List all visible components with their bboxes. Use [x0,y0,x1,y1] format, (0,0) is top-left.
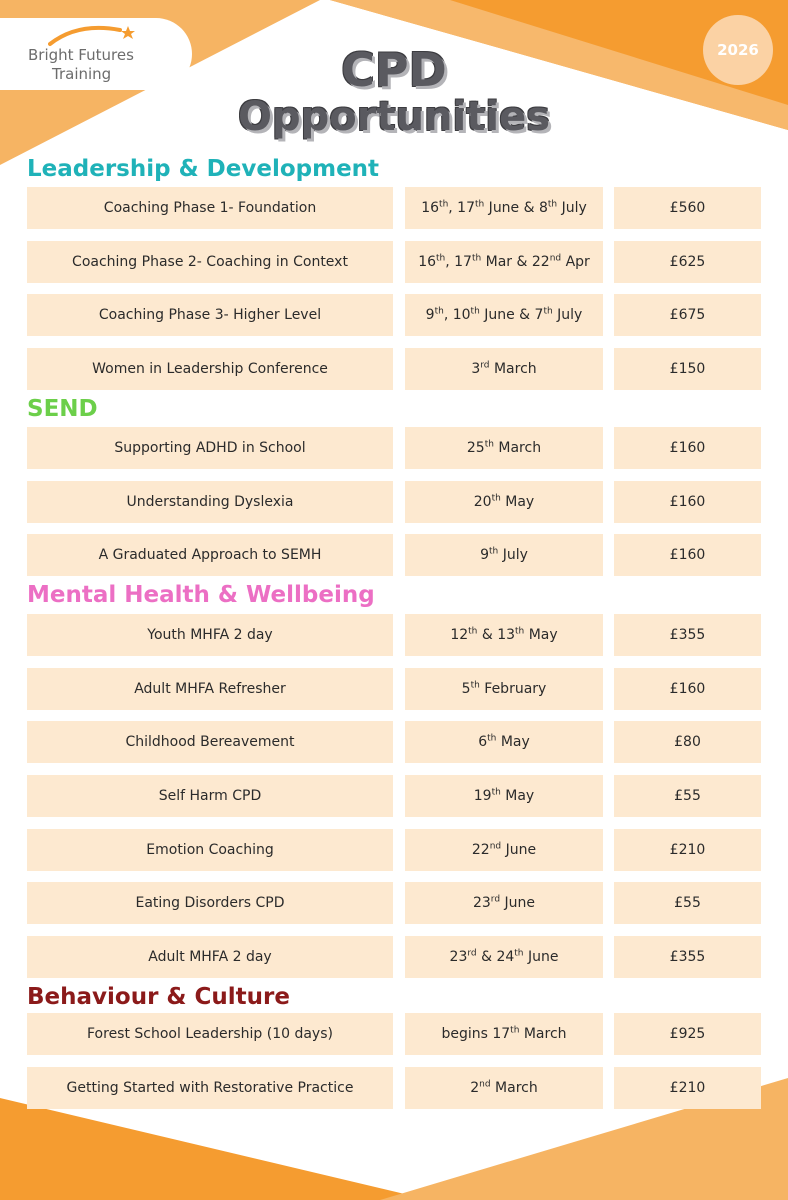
date-text: 12th & 13th May [450,626,558,643]
ordinal-suffix: th [515,626,525,637]
section-title-send: SEND [27,396,98,422]
ordinal-suffix: th [471,253,482,264]
ordinal-suffix: nd [549,253,562,264]
course-price: £80 [614,721,761,763]
course-name: Coaching Phase 1- Foundation [27,187,393,229]
course-name: Coaching Phase 2- Coaching in Context [27,241,393,283]
course-name: Getting Started with Restorative Practice [27,1067,393,1109]
course-price: £925 [614,1013,761,1055]
date-text: begins 17th March [441,1025,567,1042]
course-date [405,721,603,763]
course-price: £210 [614,1067,761,1109]
course-price: £160 [614,427,761,469]
date-text: 25th March [466,439,542,456]
ordinal-suffix: th [491,493,501,504]
course-price: £55 [614,882,761,924]
bottom-left-band [0,1098,430,1200]
page-title-line2: Opportunities [237,94,551,140]
date-text: 2nd March [470,1079,538,1096]
course-date [405,1013,603,1055]
course-price: £355 [614,614,761,656]
date-text: 19th May [473,787,535,804]
course-name: Self Harm CPD [27,775,393,817]
course-name: Youth MHFA 2 day [27,614,393,656]
page-title-line1: CPD [341,43,447,97]
date-text: 9th July [480,546,528,563]
section-title-behaviour: Behaviour & Culture [27,984,290,1010]
ordinal-suffix: th [487,733,497,744]
course-name: Forest School Leadership (10 days) [27,1013,393,1055]
course-price: £675 [614,294,761,336]
course-name: Women in Leadership Conference [27,348,393,390]
year-badge: 2026 [703,15,773,85]
ordinal-suffix: th [470,680,480,691]
course-date [405,187,603,229]
course-date [405,829,603,871]
course-date [405,481,603,523]
date-text: 23rd June [472,894,536,911]
ordinal-suffix: rd [467,948,477,959]
ordinal-suffix: rd [490,894,501,905]
course-date [405,1067,603,1109]
ordinal-suffix: th [491,787,501,798]
course-name: A Graduated Approach to SEMH [27,534,393,576]
course-name: Adult MHFA 2 day [27,936,393,978]
ordinal-suffix: th [484,439,494,450]
ordinal-suffix: th [547,199,558,210]
date-text: 3rd March [471,360,537,377]
course-date [405,882,603,924]
course-price: £560 [614,187,761,229]
course-name: Childhood Bereavement [27,721,393,763]
course-price: £210 [614,829,761,871]
course-name: Eating Disorders CPD [27,882,393,924]
ordinal-suffix: th [510,1025,520,1036]
course-date [405,668,603,710]
logo-text-line2: Training [52,65,112,83]
ordinal-suffix: th [489,546,499,557]
ordinal-suffix: th [475,199,485,210]
logo-text-line1: Bright Futures [28,46,134,64]
course-date [405,241,603,283]
date-text: 16th, 17th Mar & 22nd Apr [418,253,590,270]
course-name: Supporting ADHD in School [27,427,393,469]
course-date [405,775,603,817]
date-text: 22nd June [471,841,537,858]
course-date [405,534,603,576]
ordinal-suffix: th [470,306,480,317]
course-date [405,348,603,390]
date-text: 5th February [461,680,547,697]
ordinal-suffix: th [436,253,446,264]
course-name: Understanding Dyslexia [27,481,393,523]
course-date [405,936,603,978]
ordinal-suffix: rd [480,360,490,371]
date-text: 9th, 10th June & 7th July [425,306,583,323]
section-title-leadership: Leadership & Development [27,156,380,182]
date-text: 20th May [473,493,535,510]
section-title-mental-health: Mental Health & Wellbeing [27,582,375,608]
course-name: Coaching Phase 3- Higher Level [27,294,393,336]
ordinal-suffix: th [543,306,553,317]
course-date [405,614,603,656]
date-text: 6th May [478,733,530,750]
ordinal-suffix: th [434,306,444,317]
course-price: £160 [614,668,761,710]
course-price: £150 [614,348,761,390]
course-price: £355 [614,936,761,978]
ordinal-suffix: th [514,948,524,959]
ordinal-suffix: th [468,626,478,637]
date-text: 23rd & 24th June [449,948,559,965]
course-date [405,427,603,469]
course-date [405,294,603,336]
ordinal-suffix: nd [479,1079,491,1090]
ordinal-suffix: nd [489,841,502,852]
course-price: £160 [614,534,761,576]
course-price: £625 [614,241,761,283]
course-price: £55 [614,775,761,817]
date-text: 16th, 17th June & 8th July [421,199,587,216]
course-name: Emotion Coaching [27,829,393,871]
course-name: Adult MHFA Refresher [27,668,393,710]
course-price: £160 [614,481,761,523]
ordinal-suffix: th [439,199,449,210]
